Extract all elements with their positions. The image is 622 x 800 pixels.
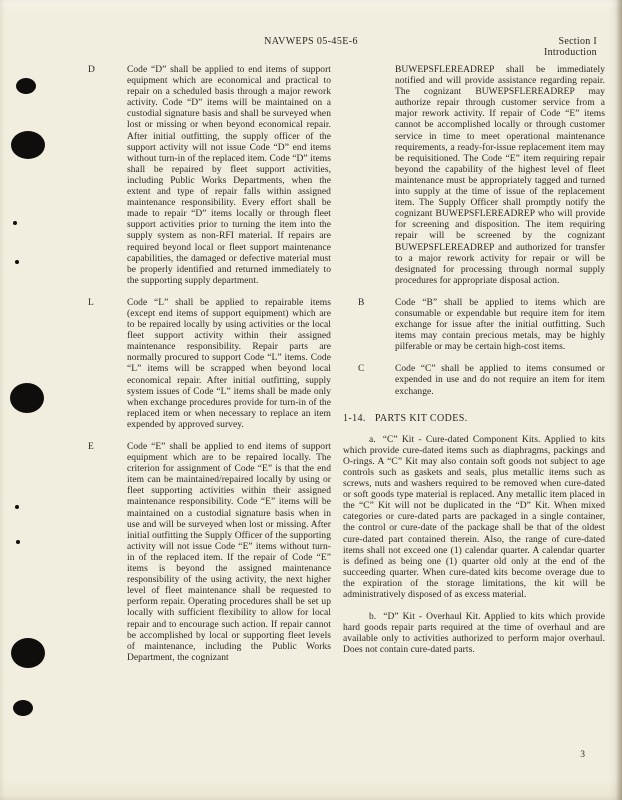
binding-hole-mark xyxy=(15,505,19,509)
section-label: Section I xyxy=(558,36,597,47)
subsection-label: Introduction xyxy=(543,47,597,58)
code-letter: D xyxy=(88,65,95,75)
binding-hole-mark xyxy=(11,638,45,668)
continuation-paragraph: BUWEPSFLEREADREP shall be immediately notified and will provide assistance regarding repair. The cognizant BUWEPSFLEREADREP may authorize repair through customer service from a major rework activity. If repair of Code “E” items cannot be accomplished locally or through customer service in time to meet operational maintenance requirements, a ready-for-issue replacement item may be requisitioned. The Code “E” item requiring repair beyond the capability of the highest level of fleet maintenance must be appropriately tagged and turned into supply at the time of issue of the replacement item. The Supply Officer shall promptly notify the cognizant BUWEPSFLEREADREP who will provide for screening and disposition. The item requiring repair will be screened by the cognizant BUWEPSFLEREADREP and authorized for transfer to a major rework activity for repair or will be designated for processing through normal supply procedures for appropriate disposal action. xyxy=(395,65,605,286)
code-letter: L xyxy=(88,297,94,308)
page-edge-shadow xyxy=(616,0,622,800)
subparagraph-label: b. xyxy=(369,612,377,623)
section-heading-1-14 xyxy=(343,413,605,424)
subparagraph-b xyxy=(343,612,605,656)
binding-hole-mark xyxy=(16,78,36,94)
code-letter: C xyxy=(358,364,365,375)
code-letter: E xyxy=(88,442,94,452)
code-paragraph-text: Code “L” shall be applied to repairable items (except end items of support equipment) which are to be repaired locally by using activities or the local fleet support activity within their assigned maintenance responsibility. Repair parts are normally procured to support Code “L” items. Code “L” items will be scrapped when beyond local economical repair. After initial outfitting, supply system issues of Code “L” items shall be made only when exchange procedures provide for turn-in of the replaced item or when necessary to replace an item expended by approved survey. xyxy=(127,297,331,430)
code-paragraph-text: Code “D” shall be applied to end items of support equipment which are economical and practical to repair on a scheduled basis through a major rework activity. Code “D” items will be maintained on a custodial signature basis and shall be surveyed when lost or missing or when beyond economical repair. After initial outfitting, the supply officer of the support activity will not issue Code “D” end items without turn-in of the replaced item. Code “D” items shall be repaired by fleet support activities, including Public Works Departments, when the extent and type of repair falls within assigned maintenance responsibility. Every effort shall be made to repair “D” items locally or through fleet support activities prior to turning the item into the supply system as non-RFI material. If repairs are required beyond local or fleet support maintenance capabilities, the damaged or defective material must be properly identified and returned immediately to the supporting supply department. xyxy=(127,65,331,286)
subparagraph-a xyxy=(343,435,605,601)
code-paragraph-text: Code “E” shall be applied to end items of support equipment which are to be repaired locally. The criterion for assignment of Code “E” is that the end item can be maintained/repaired locally by using or fleet supporting activities within their assigned maintenance responsibility. Code “E” items will be maintained on a custodial signature basis when in use and will be surveyed when lost or missing. After initial outfitting the Supply Officer of the supporting activity will not issue Code “E” items without turn-in of the replaced item. If the repair of Code “E” items is beyond the assigned maintenance responsibility of the using activity, the next higher level of fleet maintenance shall be requested to perform repair. Operating procedures shall be set up locally with sufficient flexibility to allow for local repair and to encourage such action. If repair cannot be accomplished by local or supporting fleet levels of maintenance, including the Public Works Department, the cognizant xyxy=(127,442,331,663)
subparagraph-text: “C” Kit - Cure-dated Component Kits. Applied to kits which provide cure-dated items such as diaphragms, packings and O-rings. A “C” Kit may also contain soft goods not subject to age controls such as gaskets and seals, plus metallic items such as screws, nuts and washers required to be removed when cure-dated or soft goods type material is replaced. Any metallic item placed in the “C” Kit will not be duplicated in the “D” Kit. When mixed categories or cure-dated parts are packaged in a single container, the control or cure-date of the package shall be that of the oldest cure-dated part contained therein. Also, the range of cure-dated items shall not exceed one (1) calendar quarter. A calendar quarter is defined as being one (1) quarter old only at the end of the succeeding quarter. When cure-dated kits become overage due to the expiration of the storage limitations, the kit will be administratively disposed of as excess material. xyxy=(343,434,605,601)
code-paragraph-text: Code “C” shall be applied to items consumed or expended in use and do not require an item for item exchange. xyxy=(395,364,605,397)
binding-hole-mark xyxy=(13,700,33,716)
right-column xyxy=(343,65,605,657)
code-paragraph-b xyxy=(343,298,605,353)
code-paragraph-e xyxy=(88,442,331,664)
code-paragraph-l xyxy=(88,298,331,431)
code-paragraph-c xyxy=(343,364,605,397)
subparagraph-text: “D” Kit - Overhaul Kit. Applied to kits which provide hard goods repair parts required at the time of overhaul and are available only to activities authorized to perform major overhaul. Does not contain cure-dated parts. xyxy=(343,612,605,656)
code-letter: B xyxy=(358,297,365,308)
binding-hole-mark xyxy=(13,221,17,225)
section-header xyxy=(544,36,597,58)
code-paragraph-text: Code “B” shall be applied to items which are consumable or expendable but require item for item exchange for issue after the initial outfitting. Such items may contain precious metals, may be highly pilferable or may be certain high-cost items. xyxy=(395,297,605,353)
binding-hole-mark xyxy=(10,383,44,413)
binding-hole-mark xyxy=(11,131,45,159)
page-number: 3 xyxy=(580,750,585,760)
binding-hole-mark xyxy=(15,260,19,264)
left-column xyxy=(88,65,331,664)
section-title: PARTS KIT CODES. xyxy=(374,412,468,424)
binding-hole-mark xyxy=(16,540,20,544)
subparagraph-label: a. xyxy=(369,434,376,445)
section-number: 1-14. xyxy=(343,412,366,424)
document-number: NAVWEPS 05-45E-6 xyxy=(264,36,358,47)
code-paragraph-d xyxy=(88,65,331,287)
